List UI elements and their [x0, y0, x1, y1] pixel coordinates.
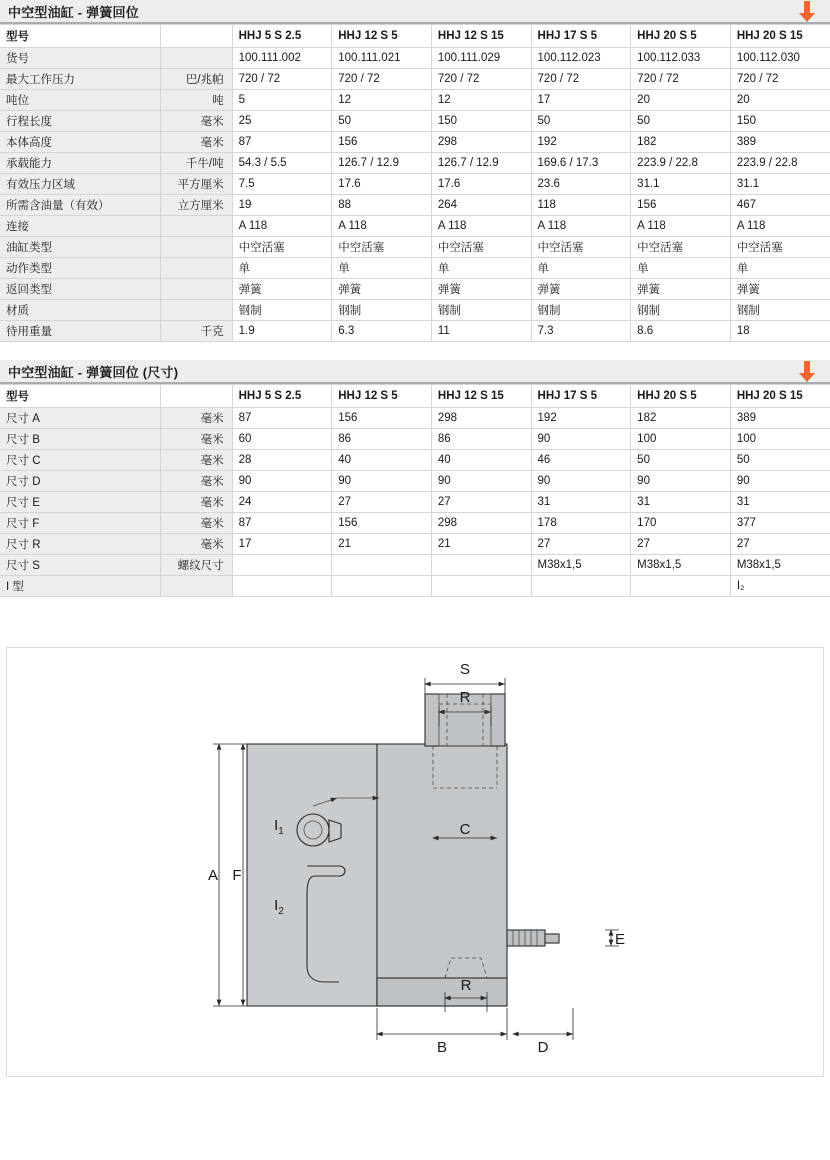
cell: 298 — [431, 408, 531, 429]
specs-table — [0, 24, 830, 342]
column-header-model: 型号 — [0, 385, 160, 408]
row-label: 所需含油量（有效） — [0, 195, 160, 216]
table-row — [0, 471, 830, 492]
cell: 单 — [531, 258, 631, 279]
cell: 100.111.029 — [431, 48, 531, 69]
column-header-2: HHJ 12 S 15 — [431, 25, 531, 48]
column-header-unit — [160, 25, 232, 48]
cell: 1.9 — [232, 321, 332, 342]
cell: 720 / 72 — [232, 69, 332, 90]
table-row — [0, 321, 830, 342]
column-header-5: HHJ 20 S 15 — [730, 385, 830, 408]
cell: 弹簧 — [431, 279, 531, 300]
row-unit — [160, 576, 232, 597]
cell: 192 — [531, 408, 631, 429]
cell: 21 — [332, 534, 432, 555]
cell: 150 — [431, 111, 531, 132]
row-unit: 毫米 — [160, 513, 232, 534]
cell: 28 — [232, 450, 332, 471]
cell — [531, 576, 631, 597]
cell: 12 — [431, 90, 531, 111]
dim-label-C: C — [459, 821, 471, 838]
cell: 7.3 — [531, 321, 631, 342]
cell: 钢制 — [531, 300, 631, 321]
row-unit: 毫米 — [160, 492, 232, 513]
cell: 156 — [332, 513, 432, 534]
row-unit — [160, 258, 232, 279]
cell: 90 — [631, 471, 731, 492]
section-gap — [0, 342, 830, 360]
table-row — [0, 408, 830, 429]
cell: 50 — [332, 111, 432, 132]
cell: 27 — [531, 534, 631, 555]
row-label: 最大工作压力 — [0, 69, 160, 90]
cell: 25 — [232, 111, 332, 132]
table-row — [0, 174, 830, 195]
row-unit: 毫米 — [160, 132, 232, 153]
cell: 50 — [531, 111, 631, 132]
cell: 100 — [631, 429, 731, 450]
row-label: 行程长度 — [0, 111, 160, 132]
cell: 弹簧 — [730, 279, 830, 300]
cell — [332, 576, 432, 597]
column-header-model: 型号 — [0, 25, 160, 48]
cell: A 118 — [232, 216, 332, 237]
row-unit: 千克 — [160, 321, 232, 342]
column-header-1: HHJ 12 S 5 — [332, 385, 432, 408]
row-label: 待用重量 — [0, 321, 160, 342]
row-unit: 巴/兆帕 — [160, 69, 232, 90]
table-row — [0, 90, 830, 111]
cell — [232, 555, 332, 576]
row-unit: 毫米 — [160, 408, 232, 429]
cell: 156 — [631, 195, 731, 216]
row-unit: 吨 — [160, 90, 232, 111]
cell: 720 / 72 — [332, 69, 432, 90]
row-label: 尺寸 B — [0, 429, 160, 450]
cell: 182 — [631, 132, 731, 153]
row-unit: 毫米 — [160, 450, 232, 471]
cell: 27 — [631, 534, 731, 555]
cell: 24 — [232, 492, 332, 513]
table-row — [0, 111, 830, 132]
cell: 389 — [730, 132, 830, 153]
cell: A 118 — [531, 216, 631, 237]
cell: 87 — [232, 513, 332, 534]
table-row — [0, 300, 830, 321]
cell: 钢制 — [332, 300, 432, 321]
cell: 31.1 — [631, 174, 731, 195]
cell: 17.6 — [332, 174, 432, 195]
cell: 单 — [730, 258, 830, 279]
cell: 192 — [531, 132, 631, 153]
cell: 223.9 / 22.8 — [730, 153, 830, 174]
column-header-2: HHJ 12 S 15 — [431, 385, 531, 408]
table-row — [0, 429, 830, 450]
row-unit: 立方厘米 — [160, 195, 232, 216]
column-header-unit — [160, 385, 232, 408]
cell: 弹簧 — [232, 279, 332, 300]
cell: 169.6 / 17.3 — [531, 153, 631, 174]
cell: 中空活塞 — [232, 237, 332, 258]
column-header-4: HHJ 20 S 5 — [631, 385, 731, 408]
cell — [431, 555, 531, 576]
cell: 31 — [730, 492, 830, 513]
cell: 118 — [531, 195, 631, 216]
cell: M38x1,5 — [730, 555, 830, 576]
table-row — [0, 195, 830, 216]
cell: 264 — [431, 195, 531, 216]
cell: 12 — [332, 90, 432, 111]
cell: 90 — [531, 471, 631, 492]
column-header-0: HHJ 5 S 2.5 — [232, 25, 332, 48]
cell: 23.6 — [531, 174, 631, 195]
cell: 720 / 72 — [531, 69, 631, 90]
row-label: 尺寸 E — [0, 492, 160, 513]
cell: 298 — [431, 132, 531, 153]
cell: 90 — [531, 429, 631, 450]
cell: 中空活塞 — [332, 237, 432, 258]
row-label: 尺寸 C — [0, 450, 160, 471]
table-header-row — [0, 25, 830, 48]
cell: 170 — [631, 513, 731, 534]
cell: 20 — [631, 90, 731, 111]
cell: 40 — [431, 450, 531, 471]
row-unit: 毫米 — [160, 429, 232, 450]
cell: 50 — [631, 450, 731, 471]
dim-label-D: D — [537, 1039, 549, 1056]
row-unit: 毫米 — [160, 471, 232, 492]
row-unit — [160, 237, 232, 258]
cell: 31.1 — [730, 174, 830, 195]
section-header-dimensions — [0, 360, 830, 384]
dim-label-S: S — [459, 661, 471, 678]
cell: 223.9 / 22.8 — [631, 153, 731, 174]
cell: 100 — [730, 429, 830, 450]
row-label: 有效压力区域 — [0, 174, 160, 195]
cell: 87 — [232, 408, 332, 429]
cell: 156 — [332, 132, 432, 153]
cell: A 118 — [631, 216, 731, 237]
cell: 389 — [730, 408, 830, 429]
cell: 467 — [730, 195, 830, 216]
cell: 50 — [730, 450, 830, 471]
row-label: 吨位 — [0, 90, 160, 111]
cell: 100.112.033 — [631, 48, 731, 69]
cell: 150 — [730, 111, 830, 132]
cell: 31 — [631, 492, 731, 513]
cell: 60 — [232, 429, 332, 450]
section-header-specs — [0, 0, 830, 24]
cell: A 118 — [730, 216, 830, 237]
cell: 126.7 / 12.9 — [332, 153, 432, 174]
cell: 90 — [332, 471, 432, 492]
row-label: 返回类型 — [0, 279, 160, 300]
row-label: I 型 — [0, 576, 160, 597]
cell: 钢制 — [730, 300, 830, 321]
cell: 6.3 — [332, 321, 432, 342]
row-label: 尺寸 F — [0, 513, 160, 534]
section-title: 中空型油缸 - 弹簧回位 (尺寸) — [8, 364, 179, 380]
cell: 钢制 — [631, 300, 731, 321]
cell: 720 / 72 — [631, 69, 731, 90]
row-label: 材质 — [0, 300, 160, 321]
cell: 86 — [332, 429, 432, 450]
table-row — [0, 534, 830, 555]
dim-label-F: F — [232, 867, 242, 884]
table-row — [0, 555, 830, 576]
cell: 86 — [431, 429, 531, 450]
cell: M38x1,5 — [631, 555, 731, 576]
cell: 单 — [631, 258, 731, 279]
cell: 弹簧 — [332, 279, 432, 300]
cell: 7.5 — [232, 174, 332, 195]
cell: 100.111.002 — [232, 48, 332, 69]
cell: 钢制 — [232, 300, 332, 321]
table-row — [0, 258, 830, 279]
cell: 21 — [431, 534, 531, 555]
cell: 27 — [730, 534, 830, 555]
column-header-4: HHJ 20 S 5 — [631, 25, 731, 48]
cell: 88 — [332, 195, 432, 216]
cell — [232, 576, 332, 597]
cell: M38x1,5 — [531, 555, 631, 576]
cell: 100.112.023 — [531, 48, 631, 69]
cell: 中空活塞 — [631, 237, 731, 258]
row-label: 货号 — [0, 48, 160, 69]
row-label: 尺寸 A — [0, 408, 160, 429]
cell: 40 — [332, 450, 432, 471]
column-header-3: HHJ 17 S 5 — [531, 25, 631, 48]
row-unit — [160, 48, 232, 69]
cell: 156 — [332, 408, 432, 429]
cell: A 118 — [332, 216, 432, 237]
row-unit: 螺纹尺寸 — [160, 555, 232, 576]
cell: 11 — [431, 321, 531, 342]
dim-label-I2: $I_2$ — [274, 897, 284, 917]
table-header-row — [0, 385, 830, 408]
down-arrow-icon — [798, 361, 816, 383]
column-header-0: HHJ 5 S 2.5 — [232, 385, 332, 408]
row-label: 尺寸 S — [0, 555, 160, 576]
cell: I₂ — [730, 576, 830, 597]
cell: 弹簧 — [531, 279, 631, 300]
cell: 100.111.021 — [332, 48, 432, 69]
row-label: 尺寸 D — [0, 471, 160, 492]
cell: 27 — [431, 492, 531, 513]
row-label: 连接 — [0, 216, 160, 237]
cell — [332, 555, 432, 576]
dim-label-I1: $I_1$ — [274, 817, 284, 837]
cylinder-drawing — [7, 648, 823, 1076]
cell: 90 — [730, 471, 830, 492]
row-label: 承载能力 — [0, 153, 160, 174]
cell: 720 / 72 — [730, 69, 830, 90]
cell: 46 — [531, 450, 631, 471]
row-label: 本体高度 — [0, 132, 160, 153]
row-unit: 千牛/吨 — [160, 153, 232, 174]
cell: 90 — [232, 471, 332, 492]
cell: 720 / 72 — [431, 69, 531, 90]
row-unit — [160, 216, 232, 237]
column-header-3: HHJ 17 S 5 — [531, 385, 631, 408]
cell — [631, 576, 731, 597]
dim-label-B: B — [436, 1039, 448, 1056]
cell: 5 — [232, 90, 332, 111]
cell: 17 — [531, 90, 631, 111]
table-row — [0, 513, 830, 534]
cell: 377 — [730, 513, 830, 534]
row-unit — [160, 279, 232, 300]
dim-label-A: A — [207, 867, 219, 884]
column-header-5: HHJ 20 S 15 — [730, 25, 830, 48]
dim-label-R-bottom: R — [460, 977, 472, 994]
cell: A 118 — [431, 216, 531, 237]
cell: 单 — [232, 258, 332, 279]
table-row — [0, 450, 830, 471]
cell: 87 — [232, 132, 332, 153]
row-label: 尺寸 R — [0, 534, 160, 555]
cell: 18 — [730, 321, 830, 342]
cell: 19 — [232, 195, 332, 216]
cell: 298 — [431, 513, 531, 534]
cell: 单 — [431, 258, 531, 279]
down-arrow-icon — [798, 1, 816, 23]
row-label: 动作类型 — [0, 258, 160, 279]
cell: 50 — [631, 111, 731, 132]
row-unit: 毫米 — [160, 534, 232, 555]
technical-drawing-panel — [6, 647, 824, 1077]
table-row — [0, 279, 830, 300]
cell: 100.112.030 — [730, 48, 830, 69]
cell: 17.6 — [431, 174, 531, 195]
dim-label-E: E — [615, 931, 626, 948]
cell: 8.6 — [631, 321, 731, 342]
table-row — [0, 492, 830, 513]
cell: 126.7 / 12.9 — [431, 153, 531, 174]
table-row — [0, 216, 830, 237]
table-row — [0, 237, 830, 258]
cell: 单 — [332, 258, 432, 279]
cell: 90 — [431, 471, 531, 492]
column-header-1: HHJ 12 S 5 — [332, 25, 432, 48]
cell: 54.3 / 5.5 — [232, 153, 332, 174]
row-label: 油缸类型 — [0, 237, 160, 258]
cell: 中空活塞 — [730, 237, 830, 258]
table-row — [0, 48, 830, 69]
cell: 钢制 — [431, 300, 531, 321]
row-unit — [160, 300, 232, 321]
cell: 17 — [232, 534, 332, 555]
table-row — [0, 69, 830, 90]
cell: 31 — [531, 492, 631, 513]
dimensions-table — [0, 384, 830, 597]
section-title: 中空型油缸 - 弹簧回位 — [8, 4, 139, 20]
row-unit: 毫米 — [160, 111, 232, 132]
cell: 182 — [631, 408, 731, 429]
row-unit: 平方厘米 — [160, 174, 232, 195]
cell: 27 — [332, 492, 432, 513]
table-row — [0, 153, 830, 174]
drawing-gap — [0, 597, 830, 647]
dim-label-R-top: R — [459, 689, 471, 706]
cell — [431, 576, 531, 597]
table-row — [0, 132, 830, 153]
cell: 弹簧 — [631, 279, 731, 300]
cell: 中空活塞 — [531, 237, 631, 258]
table-row — [0, 576, 830, 597]
cell: 20 — [730, 90, 830, 111]
cell: 178 — [531, 513, 631, 534]
cell: 中空活塞 — [431, 237, 531, 258]
